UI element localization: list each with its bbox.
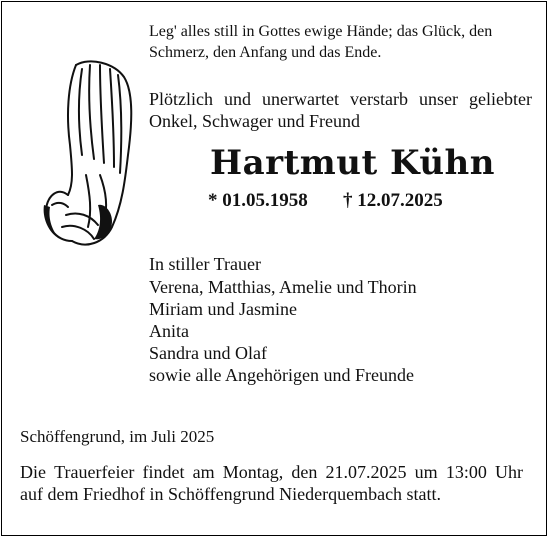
announcement-word: und bbox=[224, 89, 252, 109]
praying-hands-icon bbox=[38, 55, 142, 253]
funeral-word: Die bbox=[20, 462, 46, 482]
mourner-line: Sandra und Olaf bbox=[149, 343, 267, 363]
mourner-line: Verena, Matthias, Amelie und Thorin bbox=[149, 277, 417, 297]
mourner-line: sowie alle Angehörigen und Freunde bbox=[149, 365, 414, 385]
deceased-name: Hartmut Kühn bbox=[210, 143, 495, 183]
announcement-word: geliebter bbox=[469, 89, 532, 109]
announcement-line-2: Onkel, Schwager und Freund bbox=[149, 111, 360, 131]
birth-date: * 01.05.1958 bbox=[208, 190, 308, 211]
announcement-word: unerwartet bbox=[262, 89, 339, 109]
funeral-word: am bbox=[192, 462, 215, 482]
funeral-word: Uhr bbox=[494, 462, 523, 482]
mourner-line: Miriam und Jasmine bbox=[149, 299, 297, 319]
funeral-line-1 bbox=[20, 462, 523, 483]
place-date: Schöffengrund, im Juli 2025 bbox=[20, 427, 215, 446]
funeral-word: Montag, bbox=[222, 462, 284, 482]
funeral-word: 21.07.2025 bbox=[325, 462, 407, 482]
announcement-word: verstarb bbox=[350, 89, 408, 109]
mourners-heading: In stiller Trauer bbox=[149, 254, 261, 274]
funeral-word: 13:00 bbox=[445, 462, 487, 482]
mourner-line: Anita bbox=[149, 321, 189, 341]
announcement-word: unser bbox=[419, 89, 459, 109]
funeral-word: Trauerfeier bbox=[54, 462, 135, 482]
funeral-line-2: auf dem Friedhof in Schöffengrund Niederquembach statt. bbox=[20, 484, 442, 504]
death-date: † 12.07.2025 bbox=[343, 190, 443, 211]
funeral-word: den bbox=[291, 462, 318, 482]
announcement-line-1 bbox=[149, 89, 532, 110]
funeral-word: findet bbox=[142, 462, 185, 482]
announcement-word: Plötzlich bbox=[149, 89, 213, 109]
verse-line-1: Leg' alles still in Gottes ewige Hände; das Glück, den bbox=[149, 23, 493, 40]
funeral-word: um bbox=[414, 462, 438, 482]
verse-line-2: Schmerz, den Anfang und das Ende. bbox=[149, 44, 382, 61]
